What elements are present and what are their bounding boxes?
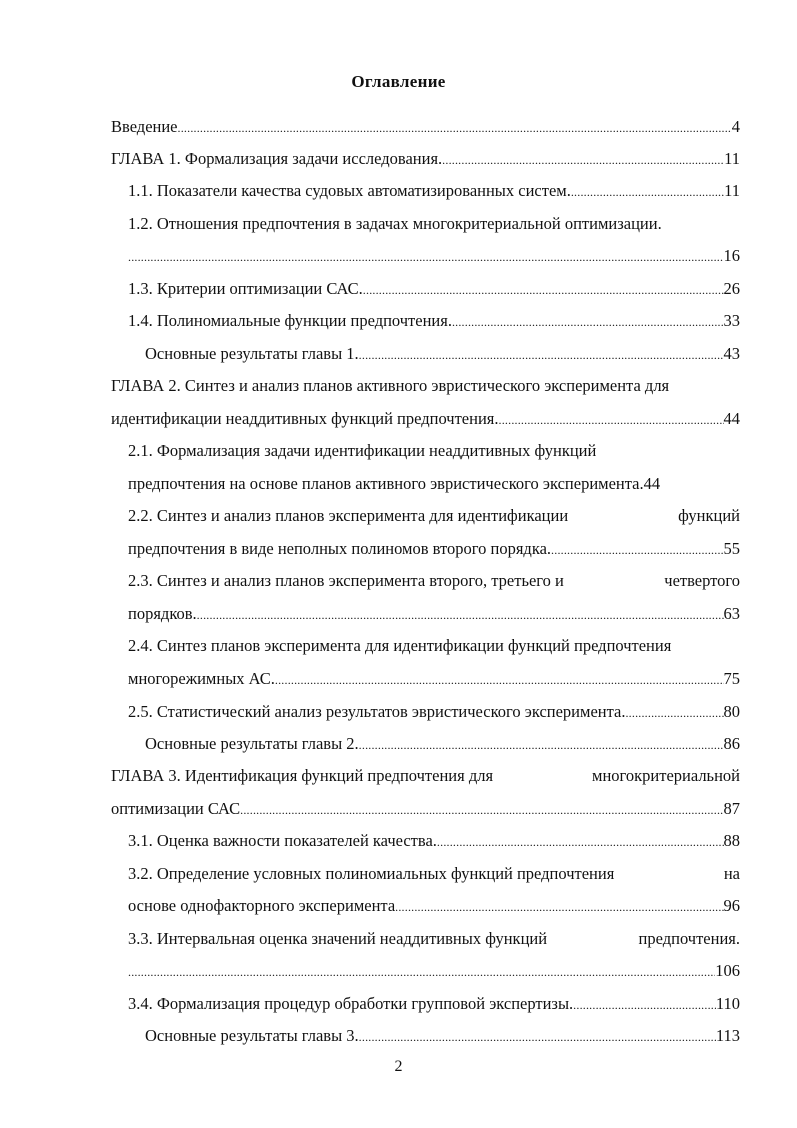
toc-entry-page: 4: [731, 117, 740, 136]
toc-entry-2-4-line2[interactable]: [128, 667, 740, 691]
dot-leader: [625, 700, 723, 725]
toc-entry-page: 86: [723, 734, 740, 753]
dot-leader: [452, 309, 724, 334]
toc-entry-2-4-line1[interactable]: 2.4. Синтез планов эксперимента для идентификации функций предпочтения: [128, 636, 672, 655]
dot-leader: [395, 894, 723, 919]
toc-entry-1-3[interactable]: [128, 277, 740, 301]
dot-leader: [178, 115, 732, 140]
dot-leader: [499, 407, 724, 432]
toc-entry-text: 3.4. Формализация процедур обработки групповой экспертизы.: [128, 994, 574, 1013]
dot-leader: [197, 602, 724, 627]
toc-entry-chapter-3-line2[interactable]: [111, 797, 740, 821]
toc-entry-text: предпочтения.: [638, 929, 740, 948]
toc-entry-text: Основные результаты главы 3.: [145, 1026, 359, 1045]
dot-leader: [275, 667, 724, 692]
toc-entry-page: 113: [715, 1026, 740, 1045]
toc-entry-2-2-line1[interactable]: [128, 504, 740, 528]
dot-leader: [442, 147, 724, 172]
toc-entry-text: предпочтения на основе планов активного эвристического эксперимента.: [128, 474, 644, 493]
toc-entry-1-2-line1[interactable]: 1.2. Отношения предпочтения в задачах многокритериальной оптимизации.: [128, 214, 662, 233]
toc-entry-page: 16: [723, 246, 740, 265]
dot-leader: [573, 992, 716, 1017]
toc-entry-text: функций: [678, 506, 740, 525]
toc-entry-text: 1.3. Критерии оптимизации САС.: [128, 279, 363, 298]
toc-entry-text: 3.1. Оценка важности показателей качества.: [128, 831, 437, 850]
toc-entry-page: 33: [723, 311, 740, 330]
toc-entry-text: четвертого: [664, 571, 740, 590]
toc-entry-text: предпочтения в виде неполных полиномов второго порядка.: [128, 539, 552, 558]
toc-entry-chapter-1[interactable]: [111, 147, 740, 171]
toc-entry-page: 55: [723, 539, 740, 558]
toc-entry-page: 44: [723, 409, 740, 428]
toc-entry-page: 26: [723, 279, 740, 298]
toc-entry-text: 3.2. Определение условных полиномиальных функций предпочтения: [128, 864, 615, 883]
toc-entry-text: на: [723, 864, 740, 883]
toc-entry-text: оптимизации САС: [111, 799, 241, 818]
dot-leader: [359, 1024, 716, 1049]
toc-entry-results-2[interactable]: [145, 732, 740, 756]
toc-entry-text: 2.5. Статистический анализ результатов эвристического эксперимента.: [128, 702, 626, 721]
toc-entry-page: 96: [723, 896, 740, 915]
toc-entry-text: 2.2. Синтез и анализ планов эксперимента для идентификации: [128, 506, 569, 525]
dot-leader: [128, 959, 715, 984]
toc-entry-text: Введение: [111, 117, 178, 136]
toc-entry-3-3-line1[interactable]: [128, 927, 740, 951]
toc-entry-text: 2.3. Синтез и анализ планов эксперимента второго, третьего и: [128, 571, 564, 590]
dot-leader: [437, 829, 724, 854]
toc-entry-chapter-3-line1[interactable]: [111, 764, 740, 788]
page-title: Оглавление: [351, 72, 446, 91]
toc-entry-text: 3.3. Интервальная оценка значений неаддитивных функций: [128, 929, 548, 948]
dot-leader: [571, 179, 724, 204]
toc-entry-chapter-2-line2[interactable]: [111, 407, 740, 431]
toc-entry-text: Основные результаты главы 2.: [145, 734, 359, 753]
toc-entry-2-3-line1[interactable]: [128, 569, 740, 593]
page-number: 2: [394, 1058, 403, 1075]
dot-leader: [359, 732, 724, 757]
toc-entry-page: 106: [715, 961, 740, 980]
toc-entry-page: 87: [723, 799, 740, 818]
toc-entry-3-3-line2[interactable]: [128, 959, 740, 983]
toc-entry-page: 110: [715, 994, 740, 1013]
toc-entry-2-2-line2[interactable]: [128, 537, 740, 561]
toc-entry-text: 1.1. Показатели качества судовых автоматизированных систем.: [128, 181, 571, 200]
toc-entry-page: 44: [643, 474, 661, 493]
toc-entry-2-3-line2[interactable]: [128, 602, 740, 626]
dot-leader: [240, 797, 723, 822]
toc-entry-page: 43: [723, 344, 740, 363]
toc-entry-page: 11: [724, 149, 740, 168]
toc-entry-text: многокритериальной: [592, 766, 740, 785]
toc-entry-text: ГЛАВА 1. Формализация задачи исследования.: [111, 149, 443, 168]
toc-entry-2-1-line1[interactable]: 2.1. Формализация задачи идентификации неаддитивных функций: [128, 441, 597, 460]
toc-entry-3-4[interactable]: [128, 992, 740, 1016]
toc-entry-text: ГЛАВА 3. Идентификация функций предпочтения для: [111, 766, 494, 785]
dot-leader: [551, 537, 723, 562]
toc-entry-page: 11: [724, 181, 740, 200]
toc-entry-text: 1.4. Полиномиальные функции предпочтения.: [128, 311, 452, 330]
toc-entry-text: Основные результаты главы 1.: [145, 344, 359, 363]
toc-entry-page: 80: [723, 702, 740, 721]
toc-entry-1-4[interactable]: [128, 309, 740, 333]
toc-entry-3-2-line2[interactable]: [128, 894, 740, 918]
toc-entry-2-5[interactable]: [128, 700, 740, 724]
toc-entry-page: 63: [723, 604, 740, 623]
toc-entry-page: 75: [723, 669, 740, 688]
toc-entry-text: идентификации неаддитивных функций предпочтения.: [111, 409, 499, 428]
toc-entry-text: многорежимных АС.: [128, 669, 275, 688]
toc-entry-results-1[interactable]: [145, 342, 740, 366]
dot-leader: [128, 244, 724, 269]
dot-leader: [359, 342, 724, 367]
toc-entry-3-2-line1[interactable]: [128, 862, 740, 886]
toc-entry-1-1[interactable]: [128, 179, 740, 203]
toc-entry-text: основе однофакторного эксперимента: [128, 896, 396, 915]
toc-entry-1-2-line2[interactable]: [128, 244, 740, 268]
toc-entry-text: порядков.: [128, 604, 197, 623]
toc-entry-results-3[interactable]: [145, 1024, 740, 1048]
toc-entry-page: 88: [723, 831, 740, 850]
toc-entry-2-1-line2[interactable]: [128, 472, 740, 496]
dot-leader: [363, 277, 724, 302]
toc-entry-intro[interactable]: [111, 115, 740, 139]
toc-entry-chapter-2-line1[interactable]: ГЛАВА 2. Синтез и анализ планов активного эвристического эксперимента для: [111, 376, 670, 395]
toc-entry-3-1[interactable]: [128, 829, 740, 853]
